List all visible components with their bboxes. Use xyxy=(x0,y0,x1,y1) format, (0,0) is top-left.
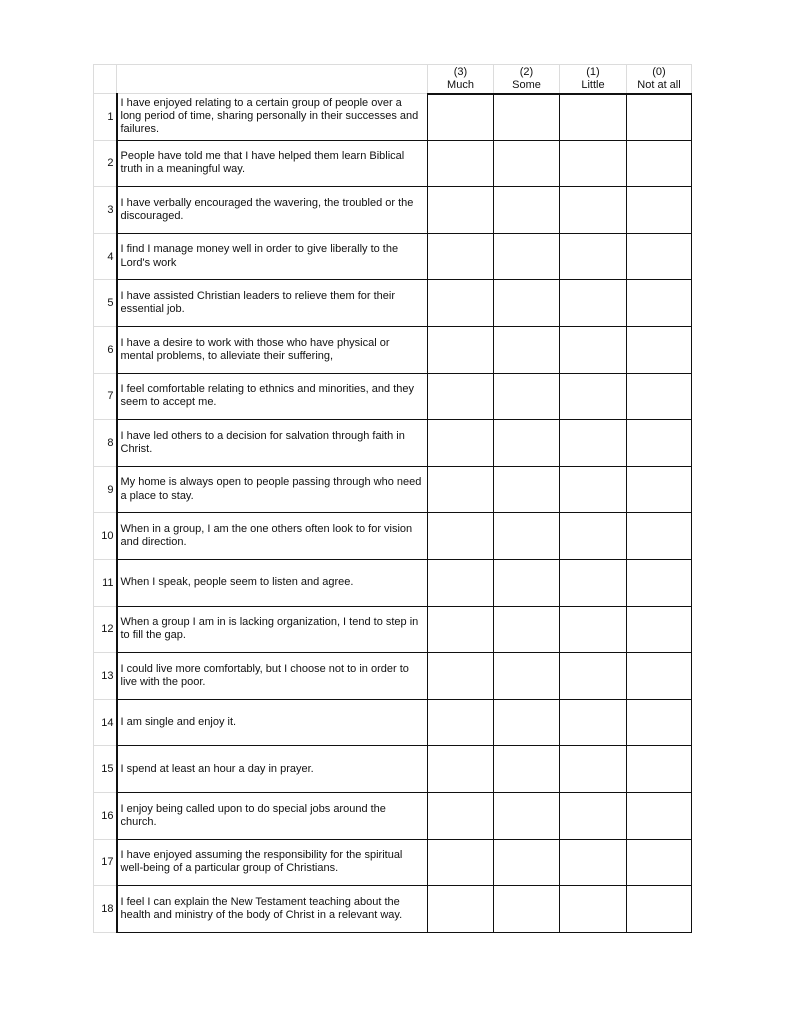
header-row xyxy=(94,65,692,94)
answer-cell-little[interactable] xyxy=(560,699,627,746)
answer-cell-much[interactable] xyxy=(428,699,494,746)
table-row xyxy=(94,373,692,420)
answer-cell-much[interactable] xyxy=(428,792,494,839)
answer-cell-not-at-all[interactable] xyxy=(627,140,692,187)
row-number: 7 xyxy=(94,373,117,420)
answer-cell-little[interactable] xyxy=(560,326,627,373)
row-number: 11 xyxy=(94,559,117,606)
answer-cell-not-at-all[interactable] xyxy=(627,466,692,513)
answer-cell-much[interactable] xyxy=(428,746,494,793)
table-row xyxy=(94,326,692,373)
row-number: 9 xyxy=(94,466,117,513)
answer-cell-much[interactable] xyxy=(428,140,494,187)
answer-cell-some[interactable] xyxy=(494,839,560,886)
answer-cell-not-at-all[interactable] xyxy=(627,280,692,327)
answer-cell-much[interactable] xyxy=(428,839,494,886)
row-number: 10 xyxy=(94,513,117,560)
answer-cell-little[interactable] xyxy=(560,233,627,280)
answer-cell-some[interactable] xyxy=(494,140,560,187)
table-row xyxy=(94,420,692,467)
answer-cell-some[interactable] xyxy=(494,187,560,234)
row-number: 14 xyxy=(94,699,117,746)
answer-cell-not-at-all[interactable] xyxy=(627,420,692,467)
table-row xyxy=(94,886,692,933)
answer-cell-some[interactable] xyxy=(494,792,560,839)
answer-cell-little[interactable] xyxy=(560,280,627,327)
statement-text: I have verbally encouraged the wavering, the troubled or the discouraged. xyxy=(117,187,428,234)
answer-cell-little[interactable] xyxy=(560,839,627,886)
header-some xyxy=(494,65,560,94)
row-number: 8 xyxy=(94,420,117,467)
header-some-label: Some xyxy=(512,78,541,91)
statement-text: I have a desire to work with those who have physical or mental problems, to alleviate their suffering, xyxy=(117,326,428,373)
answer-cell-some[interactable] xyxy=(494,233,560,280)
answer-cell-some[interactable] xyxy=(494,559,560,606)
statement-text: I feel I can explain the New Testament teaching about the health and ministry of the body of Christ in a relevant way. xyxy=(117,886,428,933)
row-number: 2 xyxy=(94,140,117,187)
answer-cell-some[interactable] xyxy=(494,746,560,793)
answer-cell-much[interactable] xyxy=(428,373,494,420)
answer-cell-not-at-all[interactable] xyxy=(627,653,692,700)
answer-cell-some[interactable] xyxy=(494,280,560,327)
answer-cell-much[interactable] xyxy=(428,94,494,141)
answer-cell-much[interactable] xyxy=(428,886,494,933)
answer-cell-much[interactable] xyxy=(428,187,494,234)
table-row xyxy=(94,94,692,141)
statement-text: I am single and enjoy it. xyxy=(117,699,428,746)
answer-cell-little[interactable] xyxy=(560,886,627,933)
statement-text: I have enjoyed relating to a certain group of people over a long period of time, sharing personally in their successes and failures. xyxy=(117,94,428,141)
table-row xyxy=(94,233,692,280)
table-row xyxy=(94,466,692,513)
answer-cell-some[interactable] xyxy=(494,373,560,420)
answer-cell-some[interactable] xyxy=(494,513,560,560)
header-much xyxy=(428,65,494,94)
answer-cell-not-at-all[interactable] xyxy=(627,187,692,234)
statement-text: I have enjoyed assuming the responsibility for the spiritual well-being of a particular group of Christians. xyxy=(117,839,428,886)
answer-cell-some[interactable] xyxy=(494,326,560,373)
row-number: 6 xyxy=(94,326,117,373)
answer-cell-not-at-all[interactable] xyxy=(627,373,692,420)
answer-cell-much[interactable] xyxy=(428,420,494,467)
answer-cell-little[interactable] xyxy=(560,420,627,467)
answer-cell-not-at-all[interactable] xyxy=(627,839,692,886)
answer-cell-some[interactable] xyxy=(494,606,560,653)
answer-cell-not-at-all[interactable] xyxy=(627,699,692,746)
row-number: 1 xyxy=(94,94,117,141)
answer-cell-much[interactable] xyxy=(428,653,494,700)
answer-cell-little[interactable] xyxy=(560,466,627,513)
statement-text: When a group I am in is lacking organization, I tend to step in to fill the gap. xyxy=(117,606,428,653)
table-row xyxy=(94,140,692,187)
answer-cell-much[interactable] xyxy=(428,559,494,606)
row-number: 18 xyxy=(94,886,117,933)
header-some-code: (2) xyxy=(519,65,534,78)
header-little xyxy=(560,65,627,94)
answer-cell-little[interactable] xyxy=(560,606,627,653)
answer-cell-not-at-all[interactable] xyxy=(627,792,692,839)
answer-cell-little[interactable] xyxy=(560,187,627,234)
answer-cell-little[interactable] xyxy=(560,792,627,839)
answer-cell-not-at-all[interactable] xyxy=(627,559,692,606)
answer-cell-little[interactable] xyxy=(560,94,627,141)
statement-text: I spend at least an hour a day in prayer. xyxy=(117,746,428,793)
answer-cell-much[interactable] xyxy=(428,466,494,513)
answer-cell-not-at-all[interactable] xyxy=(627,513,692,560)
table-row xyxy=(94,699,692,746)
answer-cell-little[interactable] xyxy=(560,653,627,700)
row-number: 13 xyxy=(94,653,117,700)
row-number: 12 xyxy=(94,606,117,653)
answer-cell-not-at-all[interactable] xyxy=(627,746,692,793)
answer-cell-not-at-all[interactable] xyxy=(627,233,692,280)
statement-text: When in a group, I am the one others often look to for vision and direction. xyxy=(117,513,428,560)
answer-cell-some[interactable] xyxy=(494,420,560,467)
statement-text: I could live more comfortably, but I choose not to in order to live with the poor. xyxy=(117,653,428,700)
header-little-code: (1) xyxy=(586,65,600,78)
statement-text: I have led others to a decision for salvation through faith in Christ. xyxy=(117,420,428,467)
table-row xyxy=(94,792,692,839)
answer-cell-some[interactable] xyxy=(494,94,560,141)
row-number: 4 xyxy=(94,233,117,280)
table-row xyxy=(94,187,692,234)
answer-cell-not-at-all[interactable] xyxy=(627,606,692,653)
statement-text: When I speak, people seem to listen and agree. xyxy=(117,559,428,606)
row-number: 15 xyxy=(94,746,117,793)
header-not-at-all-label: Not at all xyxy=(637,78,681,91)
answer-cell-little[interactable] xyxy=(560,513,627,560)
header-much-label: Much xyxy=(447,78,474,91)
answer-cell-some[interactable] xyxy=(494,653,560,700)
answer-cell-not-at-all[interactable] xyxy=(627,94,692,141)
answer-cell-little[interactable] xyxy=(560,559,627,606)
answer-cell-some[interactable] xyxy=(494,699,560,746)
row-number: 3 xyxy=(94,187,117,234)
answer-cell-little[interactable] xyxy=(560,140,627,187)
header-statement-cell xyxy=(117,65,428,94)
statement-text: People have told me that I have helped them learn Biblical truth in a meaningful way. xyxy=(117,140,428,187)
answer-cell-little[interactable] xyxy=(560,373,627,420)
answer-cell-some[interactable] xyxy=(494,886,560,933)
row-number: 16 xyxy=(94,792,117,839)
answer-cell-not-at-all[interactable] xyxy=(627,886,692,933)
statement-text: I feel comfortable relating to ethnics and minorities, and they seem to accept me. xyxy=(117,373,428,420)
table-row xyxy=(94,606,692,653)
table-row xyxy=(94,839,692,886)
answer-cell-much[interactable] xyxy=(428,280,494,327)
table-row xyxy=(94,653,692,700)
table-row xyxy=(94,280,692,327)
header-little-label: Little xyxy=(581,78,605,91)
answer-cell-much[interactable] xyxy=(428,513,494,560)
answer-cell-some[interactable] xyxy=(494,466,560,513)
header-corner-cell xyxy=(94,65,117,94)
table-row xyxy=(94,746,692,793)
row-number: 17 xyxy=(94,839,117,886)
statement-text: I find I manage money well in order to give liberally to the Lord's work xyxy=(117,233,428,280)
answer-cell-little[interactable] xyxy=(560,746,627,793)
answer-cell-not-at-all[interactable] xyxy=(627,326,692,373)
table-row xyxy=(94,513,692,560)
statement-text: I have assisted Christian leaders to relieve them for their essential job. xyxy=(117,280,428,327)
answer-cell-much[interactable] xyxy=(428,606,494,653)
table-row xyxy=(94,559,692,606)
answer-cell-much[interactable] xyxy=(428,233,494,280)
statement-text: My home is always open to people passing through who need a place to stay. xyxy=(117,466,428,513)
answer-cell-much[interactable] xyxy=(428,326,494,373)
statement-text: I enjoy being called upon to do special jobs around the church. xyxy=(117,792,428,839)
questionnaire-table xyxy=(93,64,692,933)
header-not-at-all xyxy=(627,65,692,94)
header-not-at-all-code: (0) xyxy=(652,65,666,78)
row-number: 5 xyxy=(94,280,117,327)
header-much-code: (3) xyxy=(453,65,468,78)
